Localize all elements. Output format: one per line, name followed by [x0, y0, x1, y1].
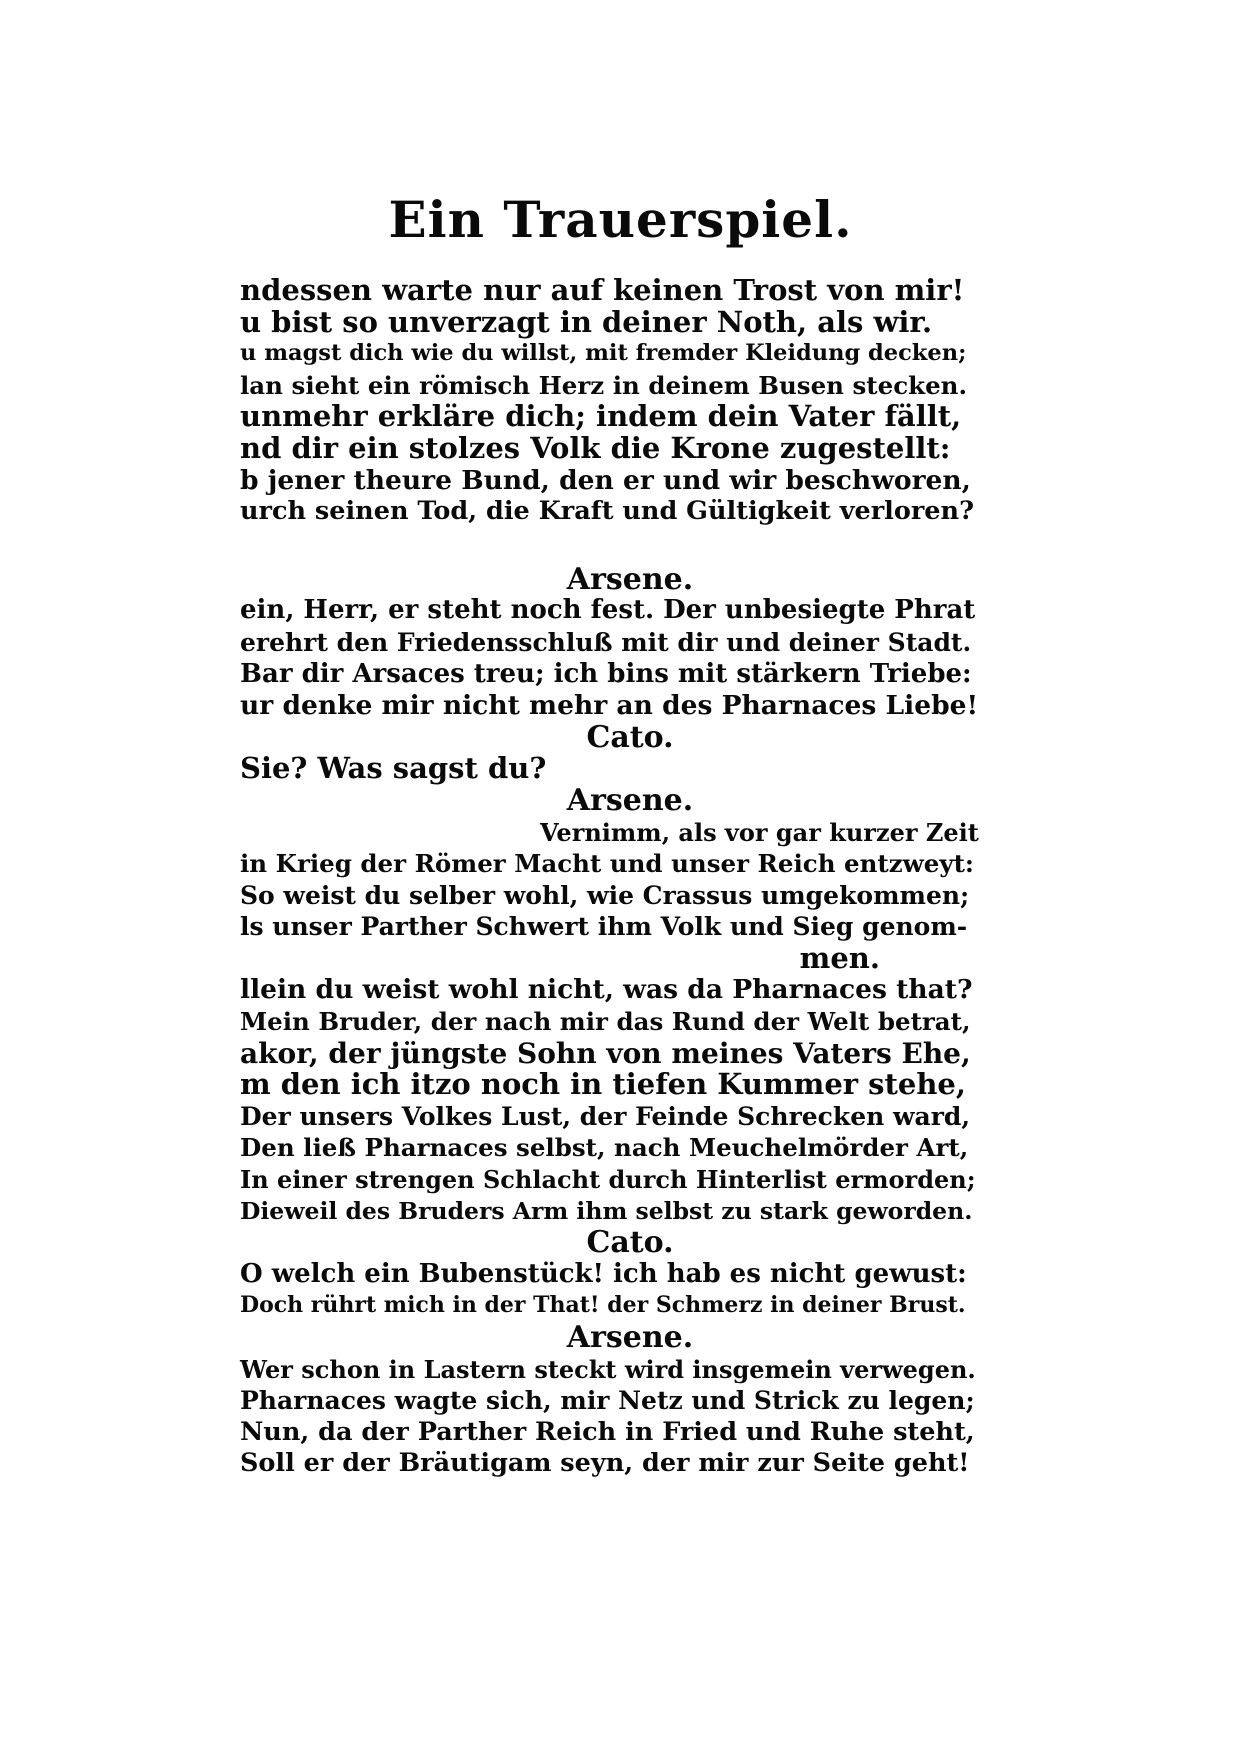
verse-line: erehrt den Friedensschluß mit dir und deiner Stadt. — [240, 627, 972, 657]
verse-line: Nun, da der Parther Reich in Fried und Ruhe steht, — [240, 1416, 975, 1447]
verse-line: u bist so unverzagt in deiner Noth, als wir. — [240, 304, 933, 339]
verse-line: ndessen warte nur auf keinen Trost von mir! — [240, 273, 965, 307]
verse-line: ur denke mir nicht mehr an des Pharnaces Liebe! — [240, 690, 979, 722]
verse-line: Vernimm, als vor gar kurzer Zeit — [540, 817, 979, 847]
verse-line: Sie? Was sagst du? — [240, 751, 547, 786]
verse-line: unmehr erkläre dich; indem dein Vater fällt, — [240, 399, 962, 434]
speaker-name: Arsene. — [566, 561, 694, 597]
verse-line: men. — [799, 940, 880, 975]
verse-line: Dieweil des Bruders Arm ihm selbst zu stark geworden. — [240, 1196, 973, 1225]
verse-line: Soll er der Bräutigam seyn, der mir zur Seite geht! — [240, 1448, 970, 1479]
stanza-gap — [240, 528, 980, 564]
verse-line: lan sieht ein römisch Herz in deinem Busen stecken. — [240, 370, 968, 400]
verse-line: Wer schon in Lastern steckt wird insgemein verwegen. — [240, 1354, 976, 1384]
verse-line: Pharnaces wagte sich, mir Netz und Strick zu legen; — [240, 1386, 975, 1416]
verse-line: Den ließ Pharnaces selbst, nach Meuchelmörder Art, — [240, 1133, 969, 1163]
verse-line: b jener theure Bund, den er und wir beschworen, — [240, 464, 971, 496]
verse-line: nd dir ein stolzes Volk die Krone zugestellt: — [240, 430, 951, 465]
verse-line: So weist du selber wohl, wie Crassus umgekommen; — [240, 880, 970, 910]
verse-line: m den ich itzo noch in tiefen Kummer stehe, — [240, 1067, 966, 1102]
verse-line: u magst dich wie du willst, mit fremder Kleidung decken; — [240, 340, 967, 367]
verse-line: llein du weist wohl nicht, was da Pharnaces that? — [240, 974, 973, 1006]
verse-line: Bar dir Arsaces treu; ich bins mit stärkern Triebe: — [240, 658, 972, 689]
verse-line: Doch rührt mich in der That! der Schmerz in deiner Brust. — [240, 1292, 966, 1319]
verse-line: O welch ein Bubenstück! ich hab es nicht gewust: — [240, 1258, 967, 1289]
verse-line: Der unsers Volkes Lust, der Feinde Schrecken ward, — [240, 1101, 971, 1131]
verse-line: in Krieg der Römer Macht und unser Reich entzweyt: — [240, 849, 974, 879]
running-head: Ein Trauerspiel. — [388, 190, 853, 249]
speaker-name: Arsene. — [566, 1320, 694, 1355]
verse-line: urch seinen Tod, die Kraft und Gültigkeit verloren? — [240, 496, 975, 527]
speaker-name: Arsene. — [566, 782, 694, 818]
verse-line: In einer strengen Schlacht durch Hinterlist ermorden; — [240, 1165, 976, 1195]
verse-line: ein, Herr, er steht noch fest. Der unbesiegte Phrat — [240, 595, 976, 626]
verse-text-block — [240, 275, 980, 1480]
verse-line: Mein Bruder, der nach mir das Rund der Welt betrat, — [240, 1007, 971, 1037]
verse-line: ls unser Parther Schwert ihm Volk und Sieg genom- — [240, 912, 968, 942]
speaker-name: Cato. — [586, 719, 674, 755]
speaker-name: Cato. — [586, 1225, 674, 1261]
verse-line: akor, der jüngste Sohn von meines Vaters Ehe, — [240, 1036, 971, 1070]
